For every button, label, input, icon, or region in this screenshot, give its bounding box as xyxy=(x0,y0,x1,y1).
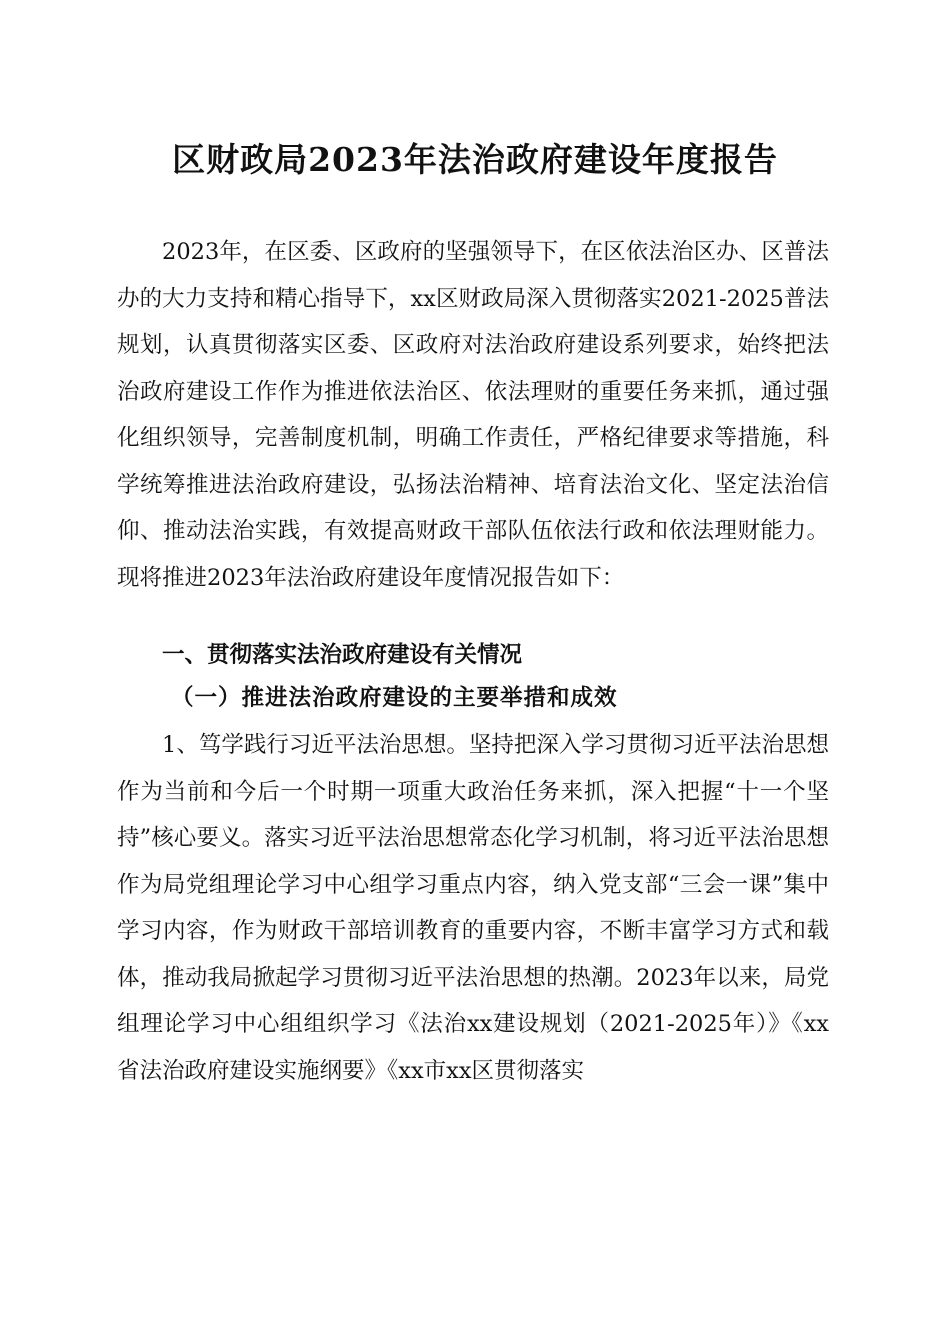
intro-paragraph: 2023年，在区委、区政府的坚强领导下，在区依法治区办、区普法办的大力支持和精心指导下，xx区财政局深入贯彻落实2021-2025普法规划，认真贯彻落实区委、区政府对法治政府建设系列要求，始终把法治政府建设工作作为推进依法治区、依法理财的重要任务来抓，通过强化组织领导，完善制度机制，明确工作责任，严格纪律要求等措施，科学统筹推进法治政府建设，弘扬法治精神、培育法治文化、坚定法治信仰、推动法治实践，有效提高财政干部队伍依法行政和依法理财能力。现将推进2023年法治政府建设年度情况报告如下： xyxy=(117,239,829,591)
subsection-heading: （一）推进法治政府建设的主要举措和成效 xyxy=(171,685,618,711)
document-title: 区财政局2023年法治政府建设年度报告 xyxy=(172,140,778,179)
item-paragraph: 1、笃学践行习近平法治思想。坚持把深入学习贯彻习近平法治思想作为当前和今后一个时期一项重大政治任务来抓，深入把握“十一个坚持”核心要义。落实习近平法治思想常态化学习机制，将习近平法治思想作为局党组理论学习中心组学习重点内容，纳入党支部“三会一课”集中学习内容，作为财政干部培训教育的重要内容，不断丰富学习方式和载体，推动我局掀起学习贯彻习近平法治思想的热潮。2023年以来，局党组理论学习中心组组织学习《法治xx建设规划（2021-2025年）》《xx省法治政府建设实施纲要》《xx市xx区贯彻落实 xyxy=(117,732,829,1084)
section-heading: 一、贯彻落实法治政府建设有关情况 xyxy=(162,642,523,668)
